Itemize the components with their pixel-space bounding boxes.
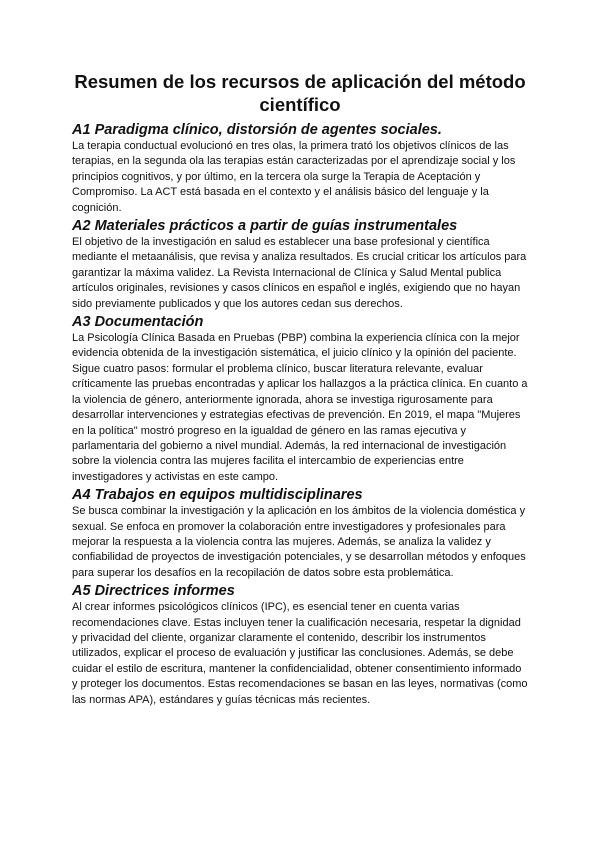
section-heading: A1 Paradigma clínico, distorsión de agentes sociales.	[72, 122, 442, 138]
section-a5	[72, 582, 528, 708]
section-a2	[72, 217, 528, 312]
section-a3	[72, 313, 528, 485]
section-heading: A5 Directrices informes	[72, 583, 235, 600]
section-body: La terapia conductual evolucionó en tres olas, la primera trató los objetivos clínicos de las terapias, en la segunda ola las terapias están caracterizadas por el aprendizaje social y los principios cognitivos, y por último, en la tercera ola surge la Terapia de Aceptación y Compromiso. La ACT está basada en el contexto y el análisis básico del lenguaje y la cognición.	[72, 140, 516, 214]
section-heading: A3 Documentación	[72, 314, 204, 331]
section-body: Al crear informes psicológicos clínicos (IPC), es esencial tener en cuenta varias recomendaciones clave. Estas incluyen tener la cualificación necesaria, respetar la dignidad y privacidad del cliente, organizar claramente el contenido, describir los instrumentos utilizados, explicar el proceso de evaluación y justificar las conclusiones. Además, se debe cuidar el estilo de escritura, mantener la confidencialidad, obtener consentimiento informado y proteger los documentos. Estas recomendaciones se basan en las leyes, normativas (como las normas APA), estándares y guías técnicas más recientes.	[72, 601, 528, 706]
section-body: La Psicología Clínica Basada en Pruebas (PBP) combina la experiencia clínica con la mejor evidencia obtenida de la investigación sistemática, el juicio clínico y la opinión del paciente. Sigue cuatro pasos: formular el problema clínico, buscar literatura relevante, evaluar críticamente las pruebas encontradas y aplicar los hallazgos a la práctica clínica. En cuanto a la violencia de género, anteriormente ignorada, ahora se investiga rigurosamente para desarrollar intervenciones y estrategias efectivas de prevención. En 2019, el mapa "Mujeres en la política" mostró progreso en la igualdad de género en las ramas ejecutiva y parlamentaria del gobierno a nivel mundial. Además, la red internacional de investigación sobre la violencia contra las mujeres facilita el intercambio de experiencias entre investigadores y activistas en este campo.	[72, 332, 528, 483]
section-heading: A2 Materiales prácticos a partir de guías instrumentales	[72, 218, 458, 235]
section-a1	[72, 121, 528, 216]
document-page	[72, 70, 528, 709]
section-body: El objetivo de la investigación en salud es establecer una base profesional y científica mediante el metaanálisis, que revisa y analiza resultados. Es crucial criticar los artículos para garantizar la máxima validez. La Revista Internacional de Clínica y Salud Mental publica artículos originales, revisiones y casos clínicos en español e inglés, exigiendo que no hayan sido previamente publicados y que los autores cedan sus derechos.	[72, 236, 527, 310]
section-body: Se busca combinar la investigación y la aplicación en los ámbitos de la violencia doméstica y sexual. Se enfoca en promover la colaboración entre investigadores y profesionales para mejorar la respuesta a la violencia contra las mujeres. Además, se analiza la validez y confiabilidad de proyectos de investigación potenciales, y se desarrollan métodos y enfoques para superar los desafíos en la recopilación de datos sobre esta problemática.	[72, 505, 526, 579]
document-title: Resumen de los recursos de aplicación del método científico	[74, 71, 526, 115]
section-a4	[72, 486, 528, 581]
section-heading: A4 Trabajos en equipos multidisciplinares	[72, 487, 363, 504]
